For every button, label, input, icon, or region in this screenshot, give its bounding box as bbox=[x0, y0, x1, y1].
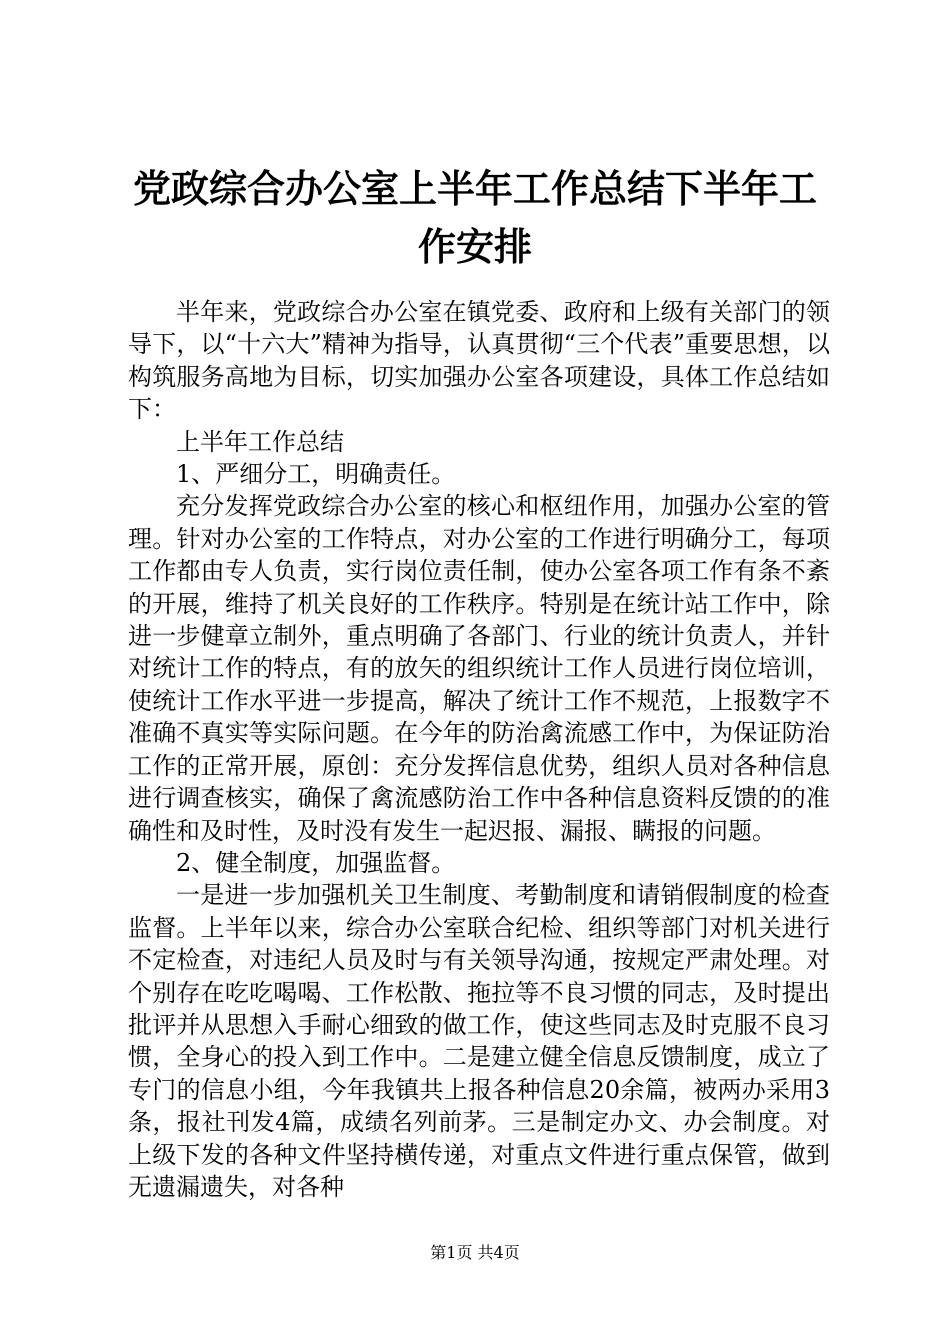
body-paragraph-2: 一是进一步加强机关卫生制度、考勤制度和请销假制度的检查监督。上半年以来，综合办公室联合纪检、组织等部门对机关进行不定检查，对违纪人员及时与有关领导沟通，按规定严肃处理。对个别存在吃吃喝喝、工作松散、拖拉等不良习惯的同志，及时提出批评并从思想入手耐心细致的做工作，使这些同志及时克服不良习惯，全身心的投入到工作中。二是建立健全信息反馈制度，成立了专门的信息小组，今年我镇共上报各种信息20余篇，被两办采用3条，报社刊发4篇，成绩名列前茅。三是制定办文、办会制度。对上级下发的各种文件坚持横传递，对重点文件进行重点保管，做到无遗漏遗失，对各种 bbox=[128, 881, 830, 1201]
subsection-heading-2: 2、健全制度，加强监督。 bbox=[176, 848, 456, 877]
document-title: 党政综合办公室上半年工作总结下半年工作安排 bbox=[132, 167, 817, 269]
intro-paragraph: 半年来，党政综合办公室在镇党委、政府和上级有关部门的领导下，以“十六大”精神为指导，认真贯彻“三个代表”重要思想，以构筑服务高地为目标，切实加强办公室各项建设，具体工作总结如下： bbox=[128, 298, 830, 424]
body-paragraph-1: 充分发挥党政综合办公室的核心和枢纽作用，加强办公室的管理。针对办公室的工作特点，对办公室的工作进行明确分工，每项工作都由专人负责，实行岗位责任制，使办公室各项工作有条不紊的开展，维持了机关良好的工作秩序。特别是在统计站工作中，除进一步健章立制外，重点明确了各部门、行业的统计负责人，并针对统计工作的特点，有的放矢的组织统计工作人员进行岗位培训，使统计工作水平进一步提高，解决了统计工作不规范，上报数字不准确不真实等实际问题。在今年的防治禽流感工作中，为保证防治工作的正常开展，原创：充分发挥信息优势，组织人员对各种信息进行调查核实，确保了禽流感防治工作中各种信息资料反馈的的准确性和及时性，及时没有发生一起迟报、漏报、瞒报的问题。 bbox=[128, 492, 830, 845]
subsection-heading-1: 1、严细分工，明确责任。 bbox=[176, 460, 456, 489]
document-body bbox=[128, 296, 830, 1203]
page-footer: 第1页 共4页 bbox=[430, 1243, 520, 1262]
section-heading: 上半年工作总结 bbox=[176, 427, 344, 456]
